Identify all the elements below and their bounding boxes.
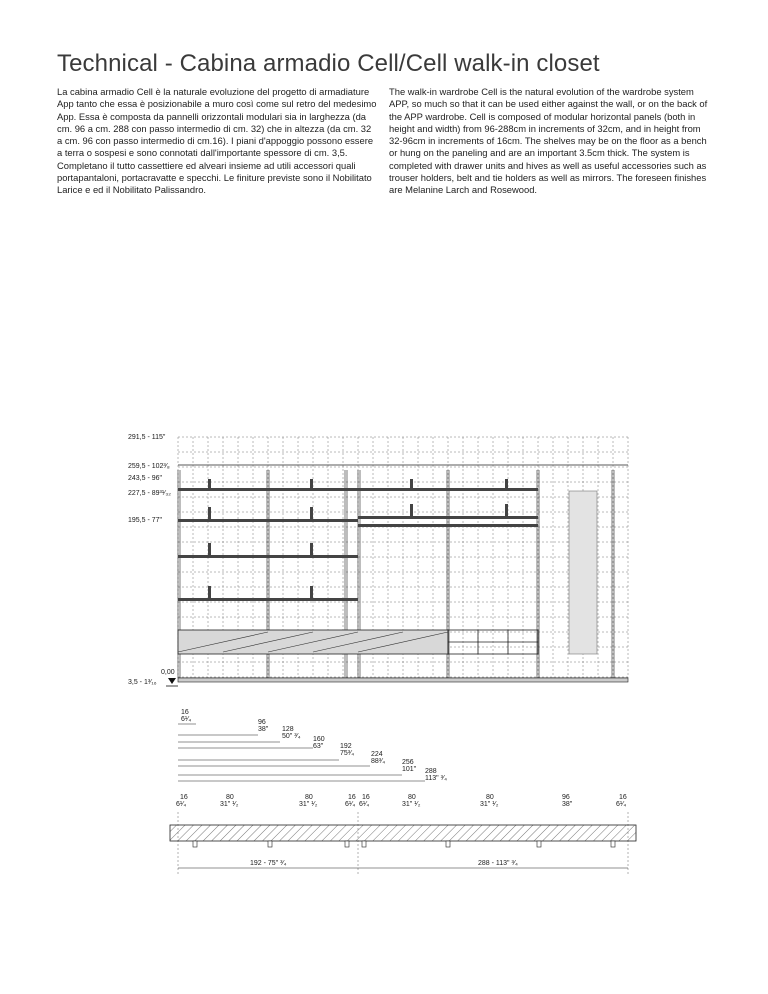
width-step-cm: 288 xyxy=(425,768,437,775)
width-step-cm: 128 xyxy=(282,726,294,733)
width-step-in: 75³⁄₄ xyxy=(340,750,355,757)
width-step-in: 113" ³⁄₄ xyxy=(425,775,447,782)
width-step-in: 63" xyxy=(313,743,324,750)
height-label: 259,5 - 102³⁄₈ xyxy=(128,463,170,470)
bench xyxy=(178,630,448,654)
plan-module-in: 31" ¹⁄₂ xyxy=(299,801,318,808)
plan-module-cm: 80 xyxy=(226,794,234,801)
base-label: 3,5 - 1³⁄₁₆ xyxy=(128,679,157,686)
elevation-drawing xyxy=(128,434,628,686)
title-prefix: Technical - xyxy=(57,50,180,77)
plan-view xyxy=(170,794,636,875)
plan-module-in: 6¹⁄₄ xyxy=(176,801,187,808)
height-label: 227,5 - 89³¹⁄₃₂ xyxy=(128,490,171,497)
plan-module-cm: 80 xyxy=(486,794,494,801)
plan-module-cm: 16 xyxy=(348,794,356,801)
zero-label: 0,00 xyxy=(161,669,175,676)
width-step-cm: 224 xyxy=(371,751,383,758)
plan-module-cm: 16 xyxy=(180,794,188,801)
plan-bar xyxy=(170,825,636,841)
width-step-in: 38" xyxy=(258,726,269,733)
height-labels xyxy=(128,434,175,686)
width-step-cm: 192 xyxy=(340,743,352,750)
plan-module-in: 6¹⁄₄ xyxy=(345,801,356,808)
width-step-in: 50" ³⁄₄ xyxy=(282,733,301,740)
plan-total-left: 192 - 75" ³⁄₄ xyxy=(250,860,287,867)
title-name: Cabina armadio Cell/Cell walk-in closet xyxy=(179,50,600,77)
plan-module-cm: 16 xyxy=(362,794,370,801)
plan-module-cm: 80 xyxy=(305,794,313,801)
plan-module-in: 31" ¹⁄₂ xyxy=(220,801,239,808)
plan-total-right: 288 - 113" ³⁄₄ xyxy=(478,860,518,867)
width-steps xyxy=(178,709,447,782)
plan-supports xyxy=(193,841,615,847)
width-step-cm: 256 xyxy=(402,759,414,766)
plan-module-cm: 80 xyxy=(408,794,416,801)
level-marker-icon xyxy=(168,678,176,684)
height-label: 291,5 - 115" xyxy=(128,434,166,441)
description-english: The walk-in wardrobe Cell is the natural evolution of the wardrobe system APP, so much so that it can be used either against the wall, or on the back of the APP wardrobe. Cell is composed of modular horizontal panels (both in height and width) from 96-288cm in increments of 32cm, and in height from 32-96cm in increments of 16cm. The shelves may be on the floor as a bench or hung on the paneling and are an important 3.5cm thick. The system is completed with drawer units and hives as well as useful accessories such as trouser holders, belt and tie holders as well as mirrors. The foreseen finishes are Melanine Larch and Rosewood. xyxy=(389,86,708,196)
plan-module-in: 6¹⁄₄ xyxy=(359,801,370,808)
plan-module-cm: 96 xyxy=(562,794,570,801)
description-italian: La cabina armadio Cell è la naturale evoluzione del progetto di armadiature App tanto che essa è posizionabile a muro così come sul retro del medesimo App. Essa è composta da pannelli orizzontali modulari sia in larghezza (da cm. 96 a cm. 288 con passo intermedio di cm. 32) che in altezza (da cm. 32 a cm. 96 con passo intermedio di cm.16). I piani d'appoggio possono essere a terra o sospesi e sono connotati dall'importante spessore di cm. 3,5. Completano il tutto cassettiere ed alveari insieme ad utili accessori quali portapantaloni, portacravatte e specchi. Le finiture previste sono il Nobilitato Larice e ed il Nobilitato Palissandro. xyxy=(57,86,377,196)
width-step-cm: 160 xyxy=(313,736,325,743)
mirror-panel xyxy=(569,491,597,654)
width-step-cm: 16 xyxy=(181,709,189,716)
width-step-in: 88³⁄₄ xyxy=(371,758,386,765)
width-step-in: 101" xyxy=(402,766,417,773)
plan-module-in: 31" ¹⁄₂ xyxy=(402,801,421,808)
floor-slab xyxy=(178,678,628,682)
plan-module-in: 6¹⁄₄ xyxy=(616,801,627,808)
plan-module-in: 31" ¹⁄₂ xyxy=(480,801,499,808)
width-step-cm: 96 xyxy=(258,719,266,726)
height-label: 195,5 - 77" xyxy=(128,517,163,524)
height-label: 243,5 - 96" xyxy=(128,475,163,482)
plan-module-cm: 16 xyxy=(619,794,627,801)
plan-module-in: 38" xyxy=(562,801,573,808)
width-step-in: 6¹⁄₄ xyxy=(181,716,192,723)
